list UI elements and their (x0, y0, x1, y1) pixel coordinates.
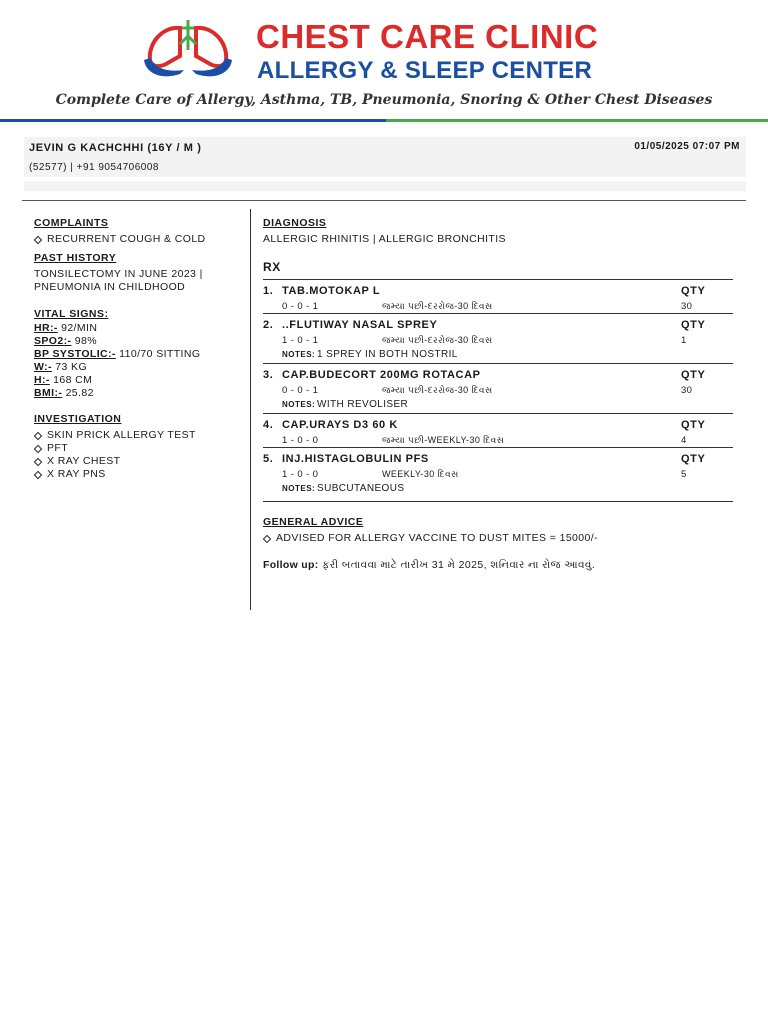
rx-note-text: WITH REVOLISER (317, 399, 409, 410)
investigation-item: SKIN PRICK ALLERGY TEST (34, 429, 244, 442)
patient-name: JEVIN G KACHCHHI (16Y / M ) (29, 142, 202, 154)
diagnosis-title: DIAGNOSIS (263, 217, 327, 229)
rx-item-header (263, 314, 733, 332)
rx-item-name: CAP.BUDECORT 200MG ROTACAP (282, 369, 481, 381)
vital-key: SPO2:- (34, 335, 72, 347)
rx-dose: 0 - 0 - 1 (282, 385, 319, 396)
clinic-header (0, 0, 768, 124)
rx-dose: 1 - 0 - 1 (282, 335, 319, 346)
vital-key: BP SYSTOLIC:- (34, 348, 116, 360)
rx-qty: 30 (681, 385, 693, 396)
rx-item-number: 2. (263, 319, 274, 331)
rx-instruction: જમ્યા પછી-દરરોજ-30 દિવસ (382, 385, 493, 395)
rx-title: RX (263, 260, 281, 274)
rx-dose: 1 - 0 - 0 (282, 469, 319, 480)
rx-qty-label: QTY (681, 419, 706, 431)
vital-value: 73 KG (51, 361, 88, 373)
rx-qty: 5 (681, 469, 687, 480)
rx-item-detail (263, 332, 733, 347)
rx-dose: 1 - 0 - 0 (282, 435, 319, 446)
follow-up (263, 559, 733, 572)
rx-note (263, 397, 733, 413)
vital-bp (34, 348, 244, 361)
rx-instruction: જમ્યા પછી-દરરોજ-30 દિવસ (382, 301, 493, 311)
rx-item-number: 5. (263, 453, 274, 465)
diagnosis-text: ALLERGIC RHINITIS | ALLERGIC BRONCHITIS (263, 233, 506, 245)
rx-notes-label: NOTES: (282, 400, 316, 409)
left-column (34, 217, 244, 481)
vital-height (34, 374, 244, 387)
lungs-logo-icon (140, 16, 236, 84)
advice-item: ADVISED FOR ALLERGY VACCINE TO DUST MITES = 15000/- (263, 532, 733, 545)
rx-item (263, 447, 733, 501)
follow-up-label: Follow up: (263, 559, 319, 571)
rx-item-header (263, 448, 733, 466)
header-divider-blue (0, 119, 390, 122)
investigation-title: INVESTIGATION (34, 413, 122, 425)
rx-item-name: ..FLUTIWAY NASAL SPREY (282, 319, 438, 331)
rx-instruction: જમ્યા પછી-દરરોજ-30 દિવસ (382, 335, 493, 345)
vitals-title: VITAL SIGNS: (34, 308, 109, 320)
rx-list (263, 279, 733, 502)
general-advice-list (263, 532, 733, 545)
rx-qty: 4 (681, 435, 687, 446)
rx-qty: 1 (681, 335, 687, 346)
investigation-item: PFT (34, 442, 244, 455)
rx-item-header (263, 414, 733, 432)
rx-notes-label: NOTES: (282, 350, 316, 359)
rx-item (263, 363, 733, 413)
vital-bmi (34, 387, 244, 400)
rx-item-name: INJ.HISTAGLOBULIN PFS (282, 453, 429, 465)
rx-item-header (263, 280, 733, 298)
complaint-item: RECURRENT COUGH & COLD (34, 233, 244, 246)
section-divider (22, 200, 746, 201)
vital-key: W:- (34, 361, 52, 373)
rx-note-text: 1 SPREY IN BOTH NOSTRIL (317, 349, 458, 360)
patient-bar-stripe (24, 177, 746, 181)
general-advice-title: GENERAL ADVICE (263, 516, 364, 528)
follow-up-text: ફરી બતાવવા માટે તારીખ 31 મે 2025, શનિવાર ના રોજ આવવું. (321, 559, 596, 571)
vital-key: HR:- (34, 322, 58, 334)
clinic-name: CHEST CARE CLINIC (256, 18, 599, 55)
complaints-title: COMPLAINTS (34, 217, 109, 229)
rx-item-detail (263, 466, 733, 481)
visit-datetime: 01/05/2025 07:07 PM (634, 141, 740, 152)
rx-qty-label: QTY (681, 453, 706, 465)
rx-item-header (263, 364, 733, 382)
vital-hr (34, 322, 244, 335)
rx-item-detail (263, 298, 733, 313)
rx-qty-label: QTY (681, 285, 706, 297)
past-history-title: PAST HISTORY (34, 252, 117, 264)
clinic-subtitle: ALLERGY & SLEEP CENTER (257, 57, 593, 84)
investigation-item: X RAY CHEST (34, 455, 244, 468)
investigation-list (34, 429, 244, 481)
vital-value: 92/MIN (57, 322, 98, 334)
clinic-tagline: Complete Care of Allergy, Asthma, TB, Pneumonia, Snoring & Other Chest Diseases (55, 92, 713, 108)
vital-weight (34, 361, 244, 374)
rx-qty: 30 (681, 301, 693, 312)
rx-dose: 0 - 0 - 1 (282, 301, 319, 312)
rx-qty-label: QTY (681, 319, 706, 331)
rx-instruction: જમ્યા પછી-WEEKLY-30 દિવસ (382, 435, 505, 445)
past-history-line: TONSILECTOMY IN JUNE 2023 | (34, 268, 203, 280)
rx-item-number: 4. (263, 419, 274, 431)
patient-contact: (52577) | +91 9054706008 (29, 162, 159, 173)
vital-value: 98% (71, 335, 97, 347)
patient-info-bar (24, 137, 746, 191)
vital-key: BMI:- (34, 387, 63, 399)
vital-spo2 (34, 335, 244, 348)
column-divider (250, 209, 251, 610)
rx-item-name: CAP.URAYS D3 60 K (282, 419, 398, 431)
rx-item-detail (263, 432, 733, 447)
past-history-text (34, 268, 244, 294)
complaints-list (34, 233, 244, 246)
rx-item-detail (263, 382, 733, 397)
vital-value: 168 CM (49, 374, 93, 386)
rx-item-number: 1. (263, 285, 274, 297)
rx-note-text: SUBCUTANEOUS (317, 483, 405, 494)
investigation-item: X RAY PNS (34, 468, 244, 481)
vital-value: 110/70 SITTING (115, 348, 201, 360)
rx-item (263, 313, 733, 363)
rx-item (263, 413, 733, 447)
rx-instruction: WEEKLY-30 દિવસ (382, 469, 459, 479)
right-column (263, 217, 733, 572)
vital-key: H:- (34, 374, 50, 386)
header-divider-green (386, 119, 768, 122)
vitals-list (34, 322, 244, 400)
rx-item (263, 279, 733, 313)
rx-notes-label: NOTES: (282, 484, 316, 493)
rx-item-number: 3. (263, 369, 274, 381)
past-history-line: PNEUMONIA IN CHILDHOOD (34, 281, 186, 293)
vital-value: 25.82 (62, 387, 94, 399)
rx-item-name: TAB.MOTOKAP L (282, 285, 381, 297)
rx-note (263, 481, 733, 501)
rx-qty-label: QTY (681, 369, 706, 381)
rx-note (263, 347, 733, 363)
